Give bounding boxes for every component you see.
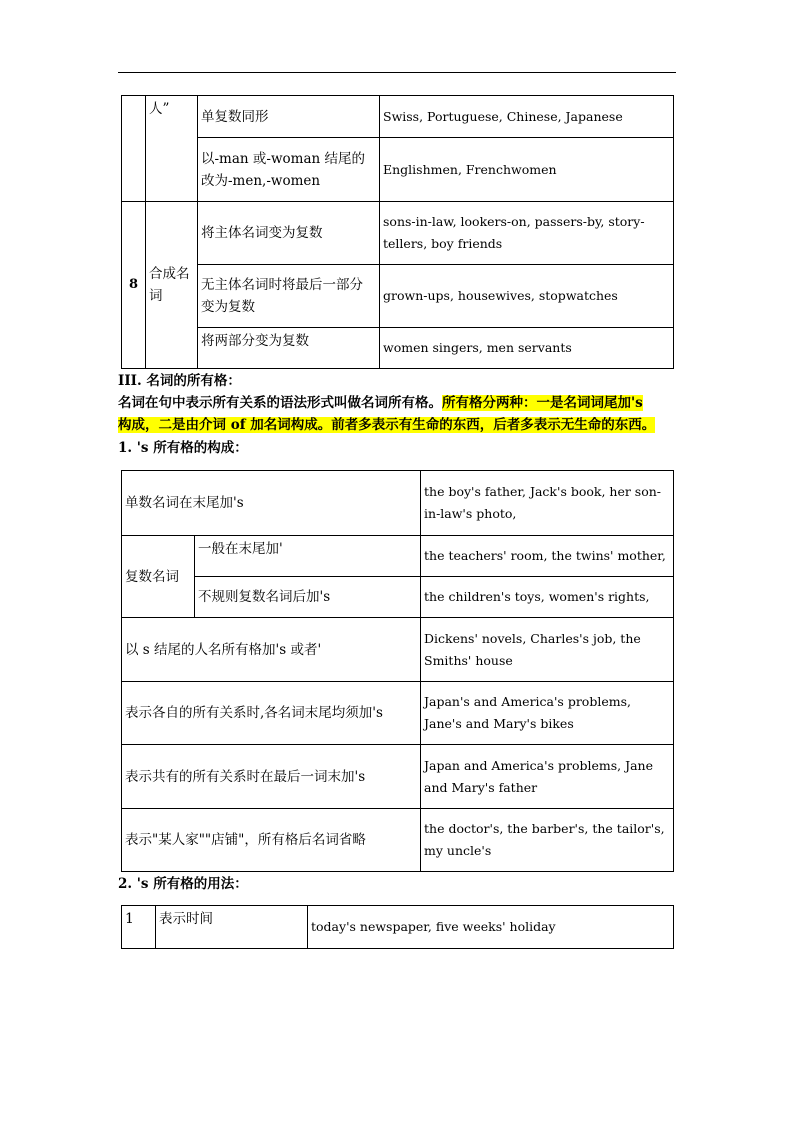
table-row	[122, 265, 674, 328]
table-row	[122, 96, 674, 138]
row-number-cell: 1	[122, 906, 156, 949]
rule-cell: 表示"某人家""店铺"，所有格后名词省略	[122, 809, 421, 872]
category-cell: 合成名词	[146, 202, 198, 369]
table-row	[122, 906, 674, 949]
table-row	[122, 577, 674, 618]
table-row	[122, 682, 674, 745]
paragraph-line-2	[118, 414, 655, 436]
example-cell: Japan's and America's problems, Jane's and Mary's bikes	[421, 682, 674, 745]
example-cell: Japan and America's problems, Jane and Mary's father	[421, 745, 674, 809]
rule-cell: 不规则复数名词后加's	[195, 577, 421, 618]
category-cell: 人”	[146, 96, 198, 202]
paragraph-line-1	[118, 392, 643, 414]
paragraph-plain-text: 名词在句中表示所有关系的语法形式叫做名词所有格。	[118, 395, 442, 411]
rule-cell: 单复数同形	[198, 96, 380, 138]
rule-cell: 表示共有的所有关系时在最后一词末加's	[122, 745, 421, 809]
subheading-composition: 1. 's 所有格的构成：	[118, 440, 248, 456]
group-cell: 复数名词	[122, 536, 195, 618]
rule-cell: 表示各自的所有关系时,各名词末尾均须加's	[122, 682, 421, 745]
example-cell: Englishmen, Frenchwomen	[380, 138, 674, 202]
rule-cell: 将主体名词变为复数	[198, 202, 380, 265]
rule-cell: 无主体名词时将最后一部分变为复数	[198, 265, 380, 328]
rule-cell: 将两部分变为复数	[198, 328, 380, 369]
example-cell: the teachers' room, the twins' mother,	[421, 536, 674, 577]
table-row	[122, 138, 674, 202]
rule-cell: 表示时间	[156, 906, 308, 949]
example-cell: Dickens' novels, Charles's job, the Smiths' house	[421, 618, 674, 682]
subheading-usage: 2. 's 所有格的用法：	[118, 876, 248, 892]
row-number-cell	[122, 96, 146, 202]
example-cell: today's newspaper, five weeks' holiday	[308, 906, 674, 949]
table-possessive-usage	[121, 905, 674, 949]
table-row	[122, 618, 674, 682]
example-cell: Swiss, Portuguese, Chinese, Japanese	[380, 96, 674, 138]
table-row	[122, 328, 674, 369]
table-row	[122, 536, 674, 577]
table-row	[122, 745, 674, 809]
row-number-cell: 8	[122, 202, 146, 369]
example-cell: the doctor's, the barber's, the tailor's, my uncle's	[421, 809, 674, 872]
table-row	[122, 809, 674, 872]
example-cell: grown-ups, housewives, stopwatches	[380, 265, 674, 328]
example-cell: women singers, men servants	[380, 328, 674, 369]
table-row	[122, 202, 674, 265]
table-plural-forms	[121, 95, 674, 369]
section-heading: III. 名词的所有格：	[118, 373, 241, 389]
table-possessive-composition	[121, 470, 674, 872]
rule-cell: 以 s 结尾的人名所有格加's 或者'	[122, 618, 421, 682]
rule-cell: 以-man 或-woman 结尾的改为-men,-women	[198, 138, 380, 202]
paragraph-highlight: 所有格分两种：一是名词词尾加's	[442, 395, 643, 411]
rule-cell: 单数名词在末尾加's	[122, 471, 421, 536]
header-rule	[118, 72, 676, 73]
example-cell: the boy's father, Jack's book, her son-in-law's photo,	[421, 471, 674, 536]
paragraph-highlight: 构成，二是由介词 of 加名词构成。前者多表示有生命的东西，后者多表示无生命的东西。	[118, 417, 656, 433]
example-cell: the children's toys, women's rights,	[421, 577, 674, 618]
rule-cell: 一般在末尾加'	[195, 536, 421, 577]
example-cell: sons-in-law, lookers-on, passers-by, story-tellers, boy friends	[380, 202, 674, 265]
table-row	[122, 471, 674, 536]
